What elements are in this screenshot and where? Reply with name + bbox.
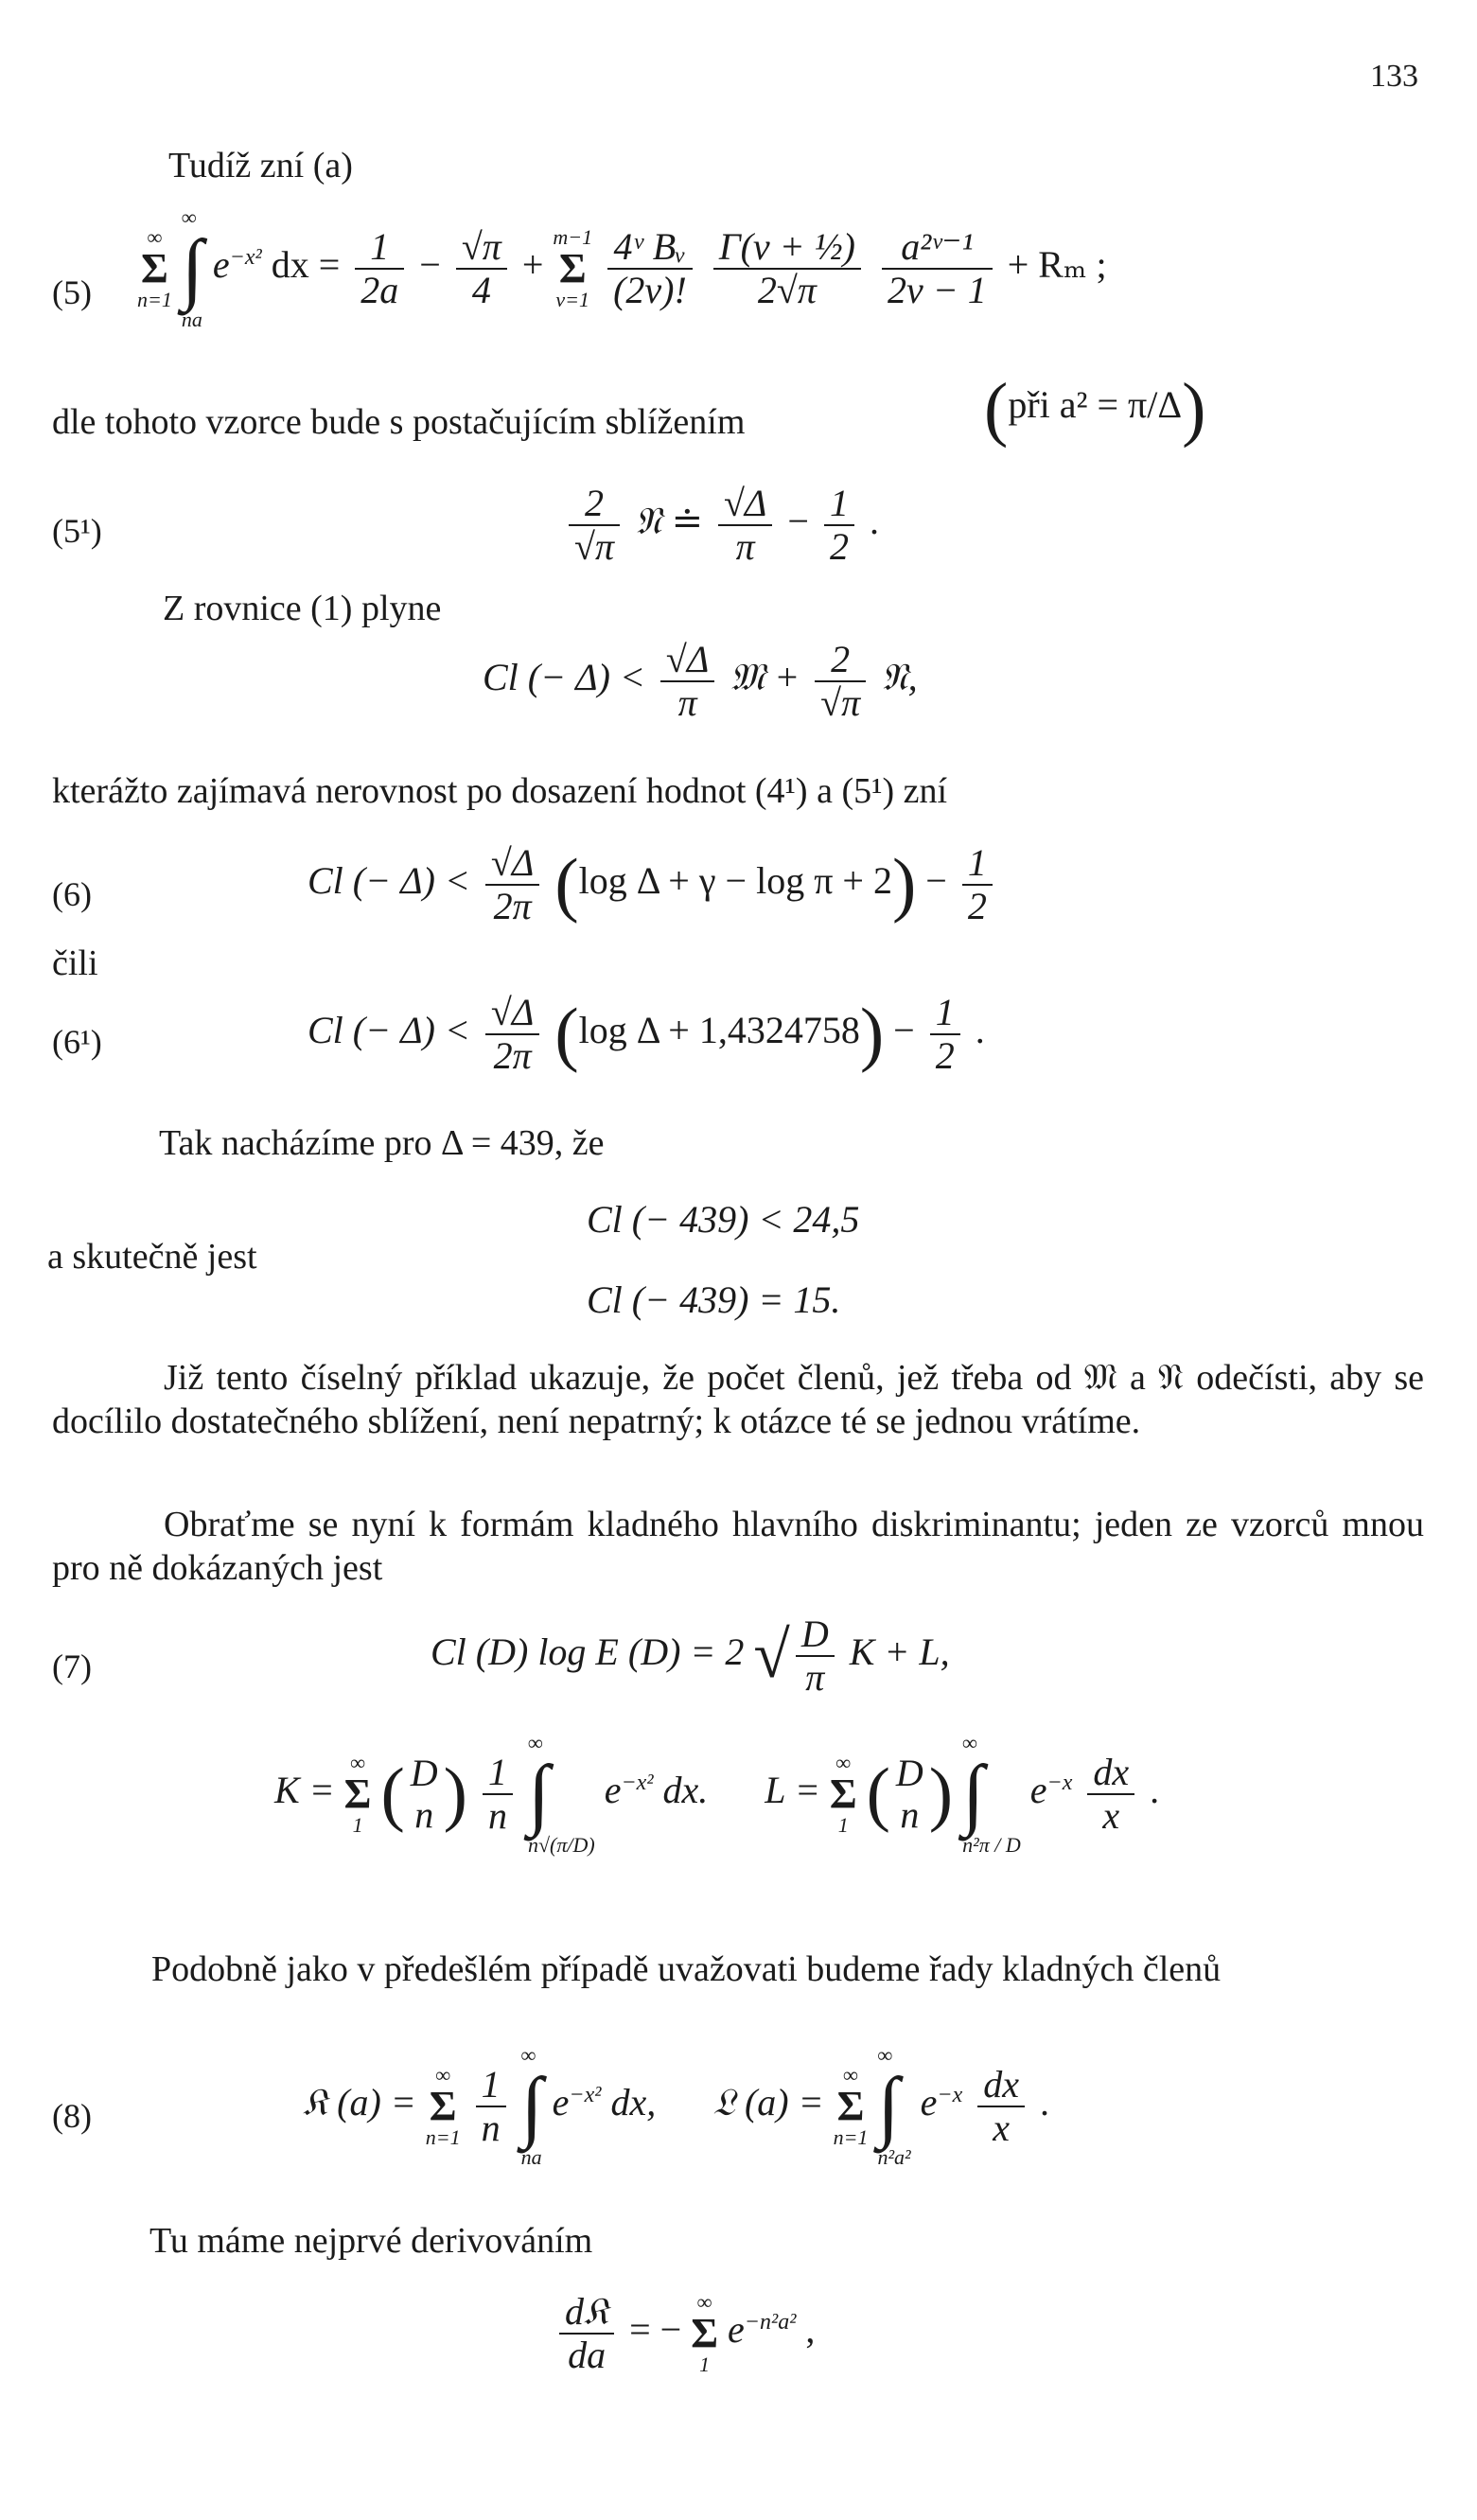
eq-number-8: (8): [52, 2097, 92, 2135]
line-a-skutecne: a skutečně jest: [47, 1237, 257, 1277]
equation-5: ∞ Σ n=1 ∞ ∫ na $e^{-x^2}$ dx = $\frac{1}{2a}$ − $\frac{√\pi}{4}$ + m−1 Σ ν=1 $\frac{\text{4ᵛ Bᵥ}}{(2\nu)!}$ $\frac{\text{Γ(ν + ½)}}{2√\pi}$ $\frac{\text{a²ᵛ⁻¹}}{2\nu - 1}$ + Rₘ ;: [137, 205, 1107, 331]
line-tak: Tak nacházíme pro Δ = 439, že: [159, 1123, 605, 1163]
page-number: 133: [1370, 59, 1418, 94]
equation-5-1: $\frac{2}{√\pi}$ 𝔑 ≐ $\frac{√\Delta}{\pi}$ − $\frac{1}{2}$ .: [563, 483, 879, 568]
sum-symbol: ∞ Σ n=1: [137, 225, 172, 311]
eq-number-5-1: (5¹): [52, 512, 102, 550]
eq-number-5: (5): [52, 273, 92, 311]
line-kterazto: kterážto zajímavá nerovnost po dosazení hodnot (4¹) a (5¹) zní: [52, 771, 948, 811]
line-cili: čili: [52, 943, 98, 983]
eq-number-6-1: (6¹): [52, 1023, 102, 1061]
condition-pri: (při a² = π/Δ): [984, 368, 1206, 449]
paragraph-podobne: Podobně jako v předešlém případě uvažovati budeme řady kladných členů: [151, 1949, 1222, 1989]
integral-symbol: ∞ ∫ na: [181, 205, 203, 331]
line-tudiz: Tudíž zní (a): [168, 146, 353, 185]
equation-7: Cl (D) log E (D) = 2 √ $\frac{D}{\pi}$ K + L,: [431, 1612, 950, 1699]
paragraph-jiz: Již tento číselný příklad ukazuje, že počet členů, jež třeba od 𝔐 a 𝔑 odečísti, aby se docílilo dostatečného sblížení, není nepatrný; k otázce té se jednou vrátíme.: [52, 1358, 1424, 1441]
equation-k-l: K = ∞ Σ 1 ( D n ) $\frac{1}{n}$ ∞ ∫ n√(π/D) $e^{-x^2}$ dx. L = ∞ Σ 1 ( D n ) ∞ ∫ n²π / D $e^{-x}$ $\frac{dx}{x}$ .: [274, 1731, 1160, 1857]
equation-8: 𝔎 (a) = ∞ Σ n=1 $\frac{1}{n}$ ∞ ∫ na $e^{-x^2}$ dx, 𝔏 (a) = ∞ Σ n=1 ∞ ∫ n²a² $e^{-x}$ $\frac{dx}{x}$ .: [303, 2043, 1050, 2169]
eq-number-7: (7): [52, 1648, 92, 1685]
eq-number-6: (6): [52, 875, 92, 913]
example-1: Cl (− 439) < 24,5: [587, 1198, 860, 1241]
inequality: Cl (− Δ) < $\frac{√\Delta}{\pi}$ 𝔐 + $\frac{2}{√\pi}$ 𝔑,: [483, 638, 918, 724]
equation-6: Cl (− Δ) < $\frac{√\Delta}{2\pi}$ (log Δ + γ − log π + 2) − $\frac{1}{2}$: [308, 842, 998, 927]
example-2: Cl (− 439) = 15.: [587, 1278, 841, 1321]
line-tu-mame: Tu máme nejprvé derivováním: [149, 2221, 593, 2261]
equation-derivative: $\frac{\text{d𝔎}}{da}$ = − ∞ Σ 1 $e^{-n^2a^2}$ ,: [554, 2290, 815, 2377]
equation-6-1: Cl (− Δ) < $\frac{√\Delta}{2\pi}$ (log Δ + 1,4324758) − $\frac{1}{2}$ .: [308, 991, 985, 1077]
paragraph-obratme: Obraťme se nyní k formám kladného hlavního diskriminantu; jeden ze vzorců mnou pro ně dokázaných jest: [52, 1505, 1424, 1588]
line-z-rovnice: Z rovnice (1) plyne: [163, 589, 442, 628]
line-dle-tohoto: dle tohoto vzorce bude s postačujícím sblížením: [52, 402, 746, 442]
